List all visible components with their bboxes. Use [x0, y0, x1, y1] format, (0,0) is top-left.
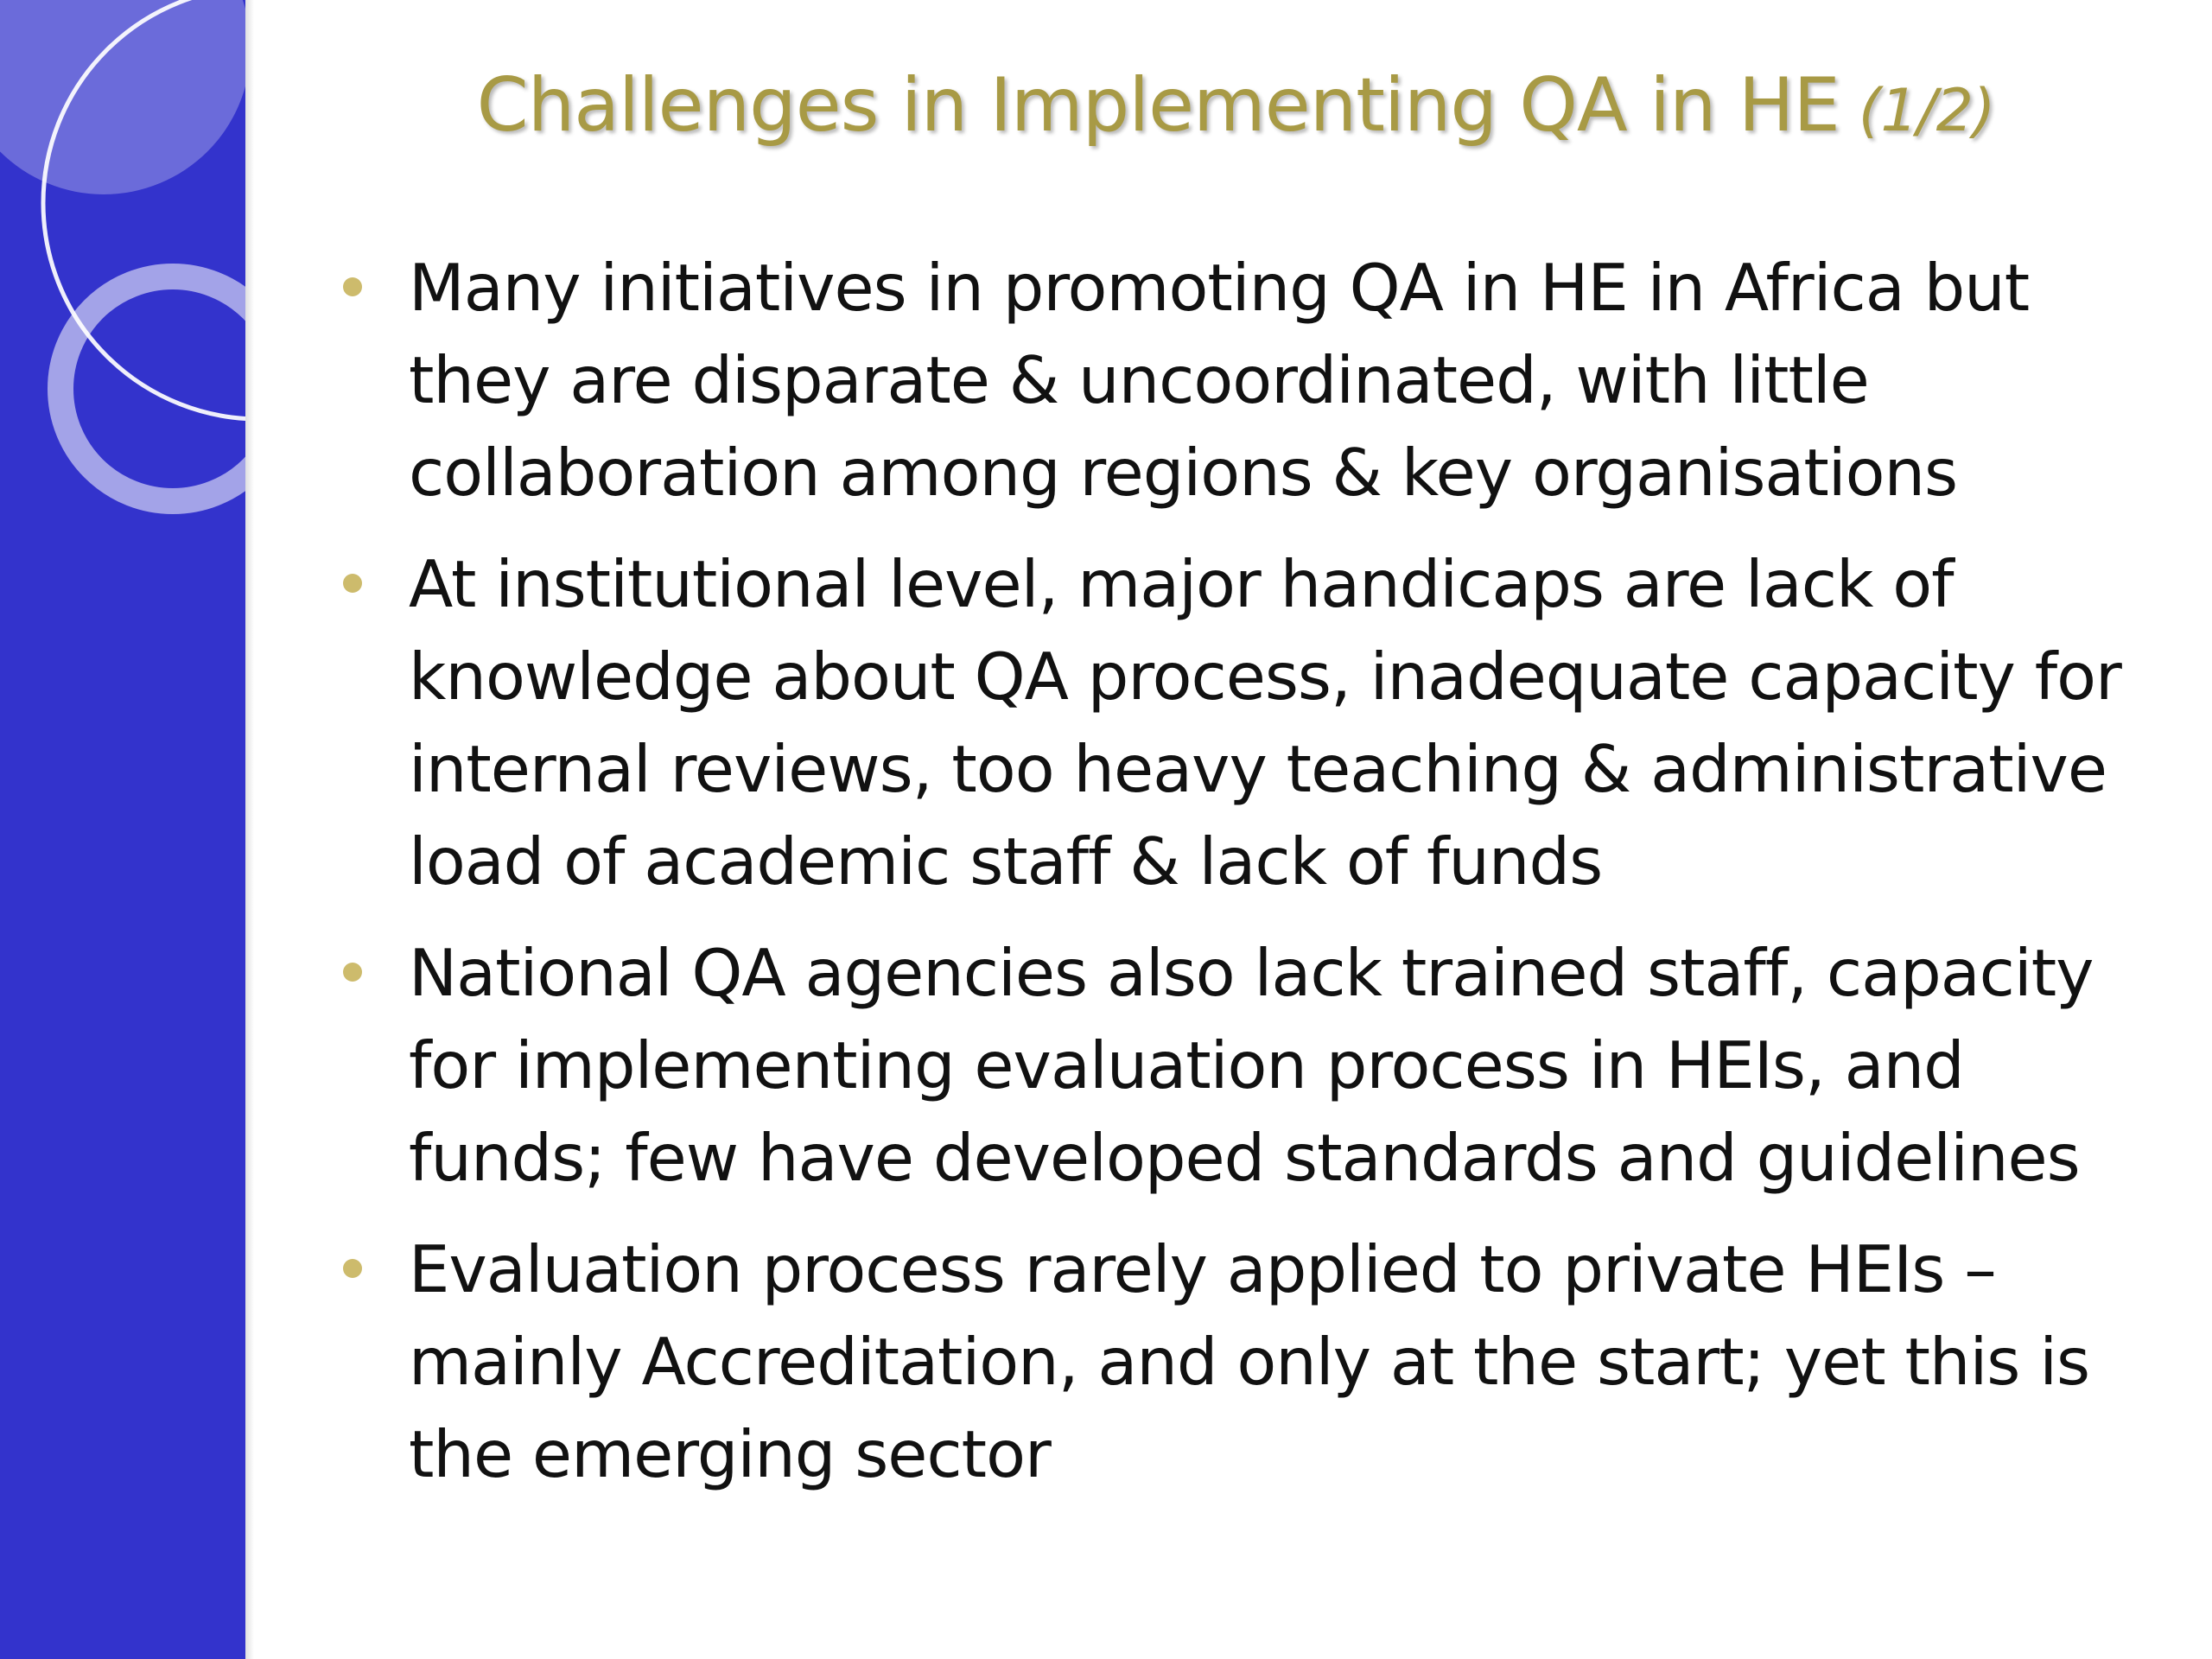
title-text: Challenges in Implementing QA in HE	[476, 62, 1840, 149]
bullet-text: National QA agencies also lack trained staff, capacity for implementing evaluation process in HEIs, and funds; few have developed standards and guidelines	[409, 935, 2094, 1196]
title-part-indicator: (1/2)	[1858, 77, 1995, 145]
slide-title	[259, 57, 2212, 160]
translucent-circle-shape	[0, 0, 245, 194]
decorative-rings-graphic	[0, 0, 245, 1659]
bullet-item	[341, 538, 2147, 908]
decorative-sidebar	[0, 0, 245, 1659]
bullet-text: Evaluation process rarely applied to private HEIs – mainly Accreditation, and only at the start; yet this is the emerging sector	[409, 1231, 2090, 1492]
bullet-text: At institutional level, major handicaps are lack of knowledge about QA process, inadequate capacity for internal reviews, too heavy teaching & administrative load of academic staff & lack of funds	[409, 546, 2121, 899]
bullet-dot-icon	[343, 1259, 362, 1278]
bullet-item	[341, 242, 2147, 519]
bullet-item	[341, 927, 2147, 1205]
bullet-text: Many initiatives in promoting QA in HE in Africa but they are disparate & uncoordinated, with little collaboration among regions & key organisations	[409, 250, 2030, 511]
bullet-list	[341, 242, 2147, 1520]
bullet-dot-icon	[343, 963, 362, 982]
bullet-item	[341, 1224, 2147, 1501]
bullet-dot-icon	[343, 277, 362, 296]
bullet-dot-icon	[343, 574, 362, 593]
sidebar-edge-shadow	[245, 0, 254, 1659]
